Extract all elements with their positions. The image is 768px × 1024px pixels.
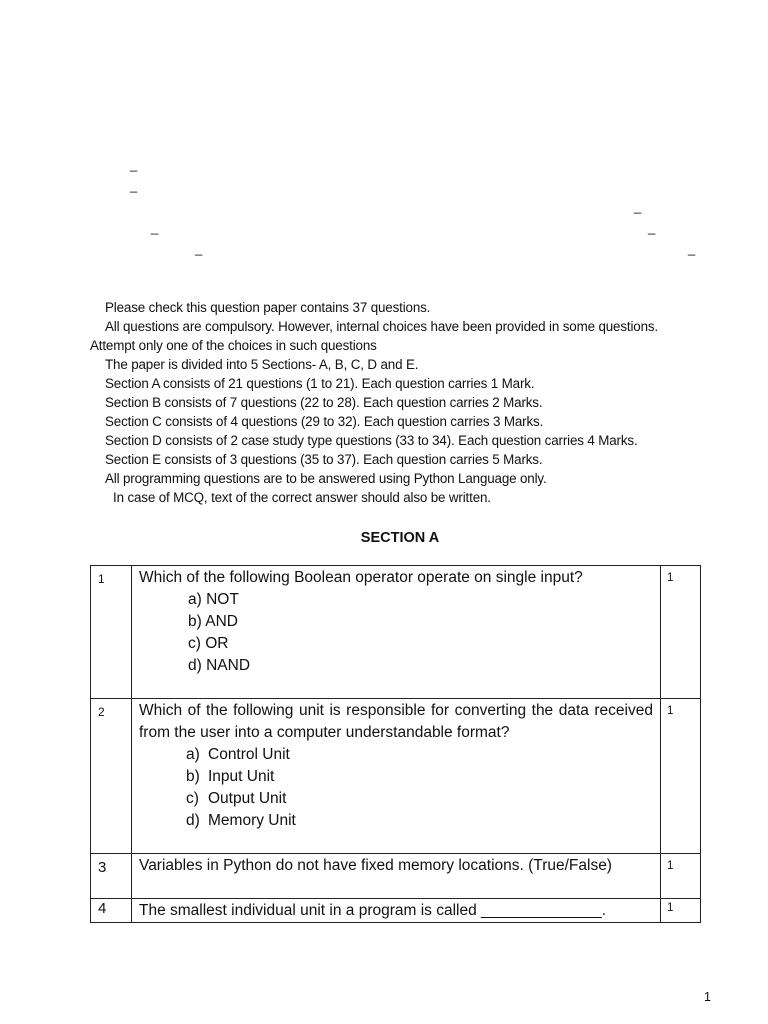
header-dash-4: _ bbox=[151, 220, 159, 235]
question-number: 1 bbox=[91, 566, 132, 699]
question-marks: 1 bbox=[661, 899, 701, 923]
option-label: c) bbox=[186, 790, 199, 807]
question-row bbox=[91, 566, 701, 699]
instruction-line: In case of MCQ, text of the correct answer should also be written. bbox=[113, 490, 491, 505]
section-title: SECTION A bbox=[360, 530, 440, 546]
option-text: Control Unit bbox=[208, 746, 290, 763]
instruction-line: Section B consists of 7 questions (22 to 28). Each question carries 2 Marks. bbox=[105, 395, 543, 410]
option-text: Output Unit bbox=[208, 790, 287, 807]
question-marks: 1 bbox=[661, 699, 701, 854]
option: d) NAND bbox=[188, 657, 251, 674]
question-cell bbox=[132, 899, 661, 923]
question-cell bbox=[132, 566, 661, 699]
instruction-line: Section D consists of 2 case study type questions (33 to 34). Each question carries 4 Marks. bbox=[105, 433, 638, 448]
option-text: Input Unit bbox=[208, 768, 275, 785]
option bbox=[139, 766, 653, 788]
header-dash-5: _ bbox=[648, 220, 656, 235]
header-dash-2: _ bbox=[130, 178, 138, 193]
questions-table bbox=[90, 565, 701, 923]
question-number: 2 bbox=[91, 699, 132, 854]
instruction-line: All questions are compulsory. However, internal choices have been provided in some questions. bbox=[105, 319, 658, 334]
option-label: d) bbox=[186, 812, 200, 829]
general-instructions bbox=[90, 298, 730, 507]
question-marks: 1 bbox=[661, 566, 701, 699]
question-marks: 1 bbox=[661, 854, 701, 899]
option: a) NOT bbox=[188, 591, 239, 608]
question-text: The smallest individual unit in a program is called ______________. bbox=[139, 902, 607, 919]
option-text: Memory Unit bbox=[208, 812, 296, 829]
option bbox=[139, 744, 653, 766]
header-dash-6: _ bbox=[195, 241, 203, 256]
option-label: a) bbox=[186, 746, 200, 763]
header-dash-7: _ bbox=[688, 241, 696, 256]
instruction-line: Please check this question paper contains 37 questions. bbox=[105, 300, 431, 315]
option: c) OR bbox=[188, 635, 229, 652]
question-row bbox=[91, 699, 701, 854]
instruction-line: The paper is divided into 5 Sections- A, B, C, D and E. bbox=[105, 357, 419, 372]
question-text: Which of the following unit is responsible for converting the data received from the user into a computer understandable format? bbox=[139, 702, 653, 741]
question-text: Variables in Python do not have fixed memory locations. (True/False) bbox=[139, 857, 612, 874]
option bbox=[139, 810, 653, 832]
option bbox=[139, 788, 653, 810]
header-dash-1: _ bbox=[130, 157, 138, 172]
question-text: Which of the following Boolean operator operate on single input? bbox=[139, 569, 583, 586]
instruction-line: Attempt only one of the choices in such questions bbox=[90, 338, 377, 353]
question-cell bbox=[132, 699, 661, 854]
question-number: 3 bbox=[91, 854, 132, 899]
option-label: b) bbox=[186, 768, 200, 785]
question-cell bbox=[132, 854, 661, 899]
question-number: 4 bbox=[91, 899, 132, 923]
question-row bbox=[91, 854, 701, 899]
instruction-line: Section C consists of 4 questions (29 to 32). Each question carries 3 Marks. bbox=[105, 414, 544, 429]
header-dash-3: _ bbox=[634, 199, 642, 214]
question-row bbox=[91, 899, 701, 923]
option: b) AND bbox=[188, 613, 238, 630]
instruction-line: Section E consists of 3 questions (35 to 37). Each question carries 5 Marks. bbox=[105, 452, 543, 467]
instruction-line: All programming questions are to be answered using Python Language only. bbox=[105, 471, 547, 486]
instruction-line: Section A consists of 21 questions (1 to 21). Each question carries 1 Mark. bbox=[105, 376, 535, 391]
page-number: 1 bbox=[704, 990, 711, 1004]
